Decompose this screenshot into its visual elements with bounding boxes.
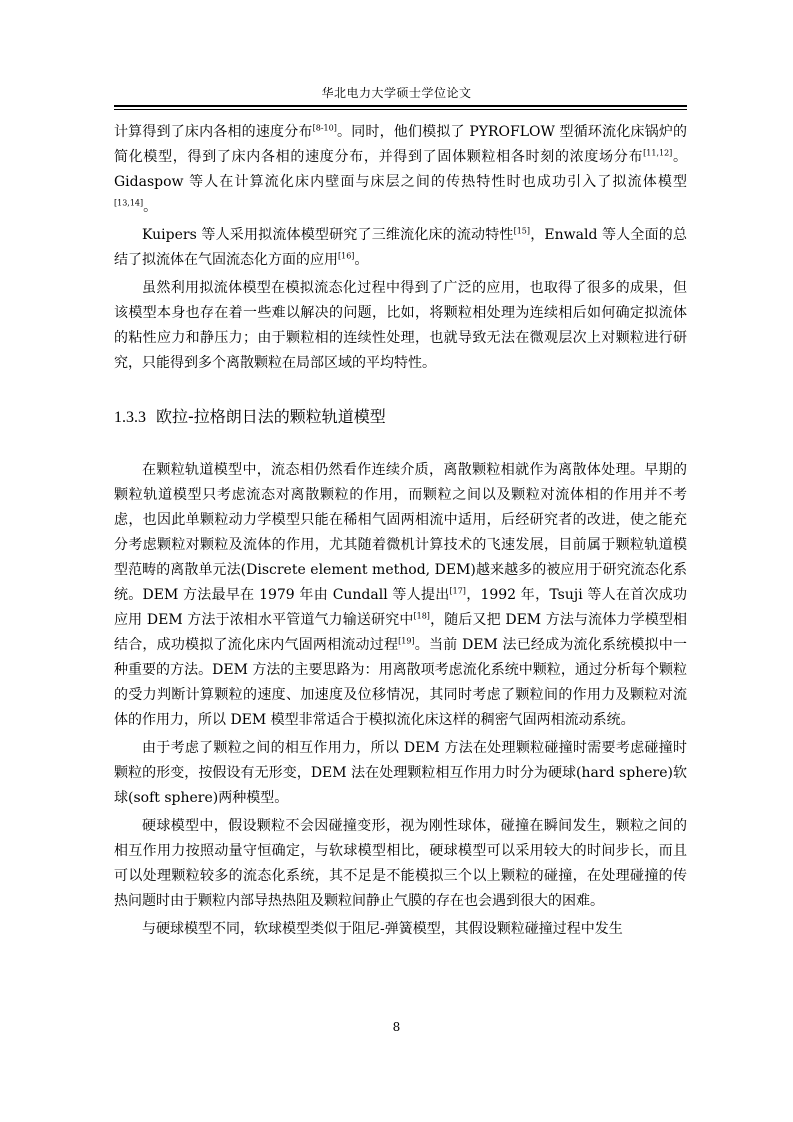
paragraph-6: 硬球模型中，假设颗粒不会因碰撞变形，视为刚性球体，碰撞在瞬间发生，颗粒之间的相互作用力按照动量守恒确定，与软球模型相比，硬球模型可以采用较大的时间步长，而且可以处理颗粒较多的流态化系统，其不足是不能模拟三个以上颗粒的碰撞，在处理碰撞的传热问题时由于颗粒内部导热热阻及颗粒间静止气膜的存在也会遇到很大的困难。 (114, 818, 687, 909)
citation: [18] (413, 611, 430, 621)
paragraph-2: Kuipers 等人采用拟流体模型研究了三维流化床的流动特性[15]，Enwald 等人全面的总结了拟流体在气固流态化方面的应用[16]。 (114, 226, 687, 268)
paragraph-1: 计算得到了床内各相的速度分布[8-10]。同时，他们模拟了 PYROFLOW 型循环流化床锅炉的简化模型，得到了床内各相的速度分布，并得到了固体颗粒相各时刻的浓度场分布[11,12]。Gidaspow 等人在计算流化床内壁面与床层之间的传热特性时也成功引入了拟流体模型[13,14]。 (114, 123, 688, 215)
paragraph-3: 虽然利用拟流体模型在模拟流态化过程中得到了广泛的应用，也取得了很多的成果，但该模型本身也存在着一些难以解决的问题，比如，将颗粒相处理为连续相后如何确定拟流体的粘性应力和静压力；由于颗粒相的连续性处理，也就导致无法在微观层次上对颗粒进行研究，只能得到多个离散颗粒在局部区域的平均特性。 (114, 280, 687, 371)
citation: [11,12] (643, 148, 673, 158)
section-title: 欧拉-拉格朗日法的颗粒轨道模型 (156, 407, 386, 426)
paragraph-5: 由于考虑了颗粒之间的相互作用力，所以 DEM 方法在处理颗粒碰撞时需要考虑碰撞时颗粒的形变，按假设有无形变，DEM 法在处理颗粒相互作用力时分为硬球(hard sphere)软球(soft sphere)两种模型。 (114, 740, 687, 806)
citation: [16] (338, 251, 355, 261)
section-number: 1.3.3 (114, 409, 146, 426)
header-rule-thin (114, 109, 687, 110)
citation: [13,14] (114, 198, 144, 208)
citation: [17] (449, 586, 466, 596)
header-rule-thick (114, 105, 687, 107)
page-body (114, 120, 687, 945)
paragraph-4: 在颗粒轨道模型中，流态相仍然看作连续介质，离散颗粒相就作为离散体处理。早期的颗粒轨道模型只考虑流态对离散颗粒的作用，而颗粒之间以及颗粒对流体相的作用并不考虑，也因此单颗粒动力学模型只能在稀相气固两相流中适用，后经研究者的改进，使之能充分考虑颗粒对颗粒及流体的作用，尤其随着微机计算技术的飞速发展，目前属于颗粒轨道模型范畴的离散单元法(Discrete element method, DEM)越来越多的被应用于研究流态化系统。DEM 方法最早在 1979 年由 Cundall 等人提出[17]，1992 年，Tsuji 等人在首次成功应用 DEM 方法于浓相水平管道气力输送研究中[18]，随后又把 DEM 方法与流体力学模型相结合，成功模拟了流化床内气固两相流动过程[19]。当前 DEM 法已经成为流化系统模拟中一种重要的方法。DEM 方法的主要思路为：用离散项考虑流化系统中颗粒，通过分析每个颗粒的受力判断计算颗粒的速度、加速度及位移情况，其同时考虑了颗粒间的作用力及颗粒对流体的作用力，所以 DEM 模型非常适合于模拟流化床这样的稠密气固两相流动系统。 (114, 462, 688, 728)
page-header: 华北电力大学硕士学位论文 (321, 86, 472, 100)
paragraph-7: 与硬球模型不同，软球模型类似于阻尼-弹簧模型，其假设颗粒碰撞过程中发生 (142, 921, 623, 937)
citation: [15] (513, 226, 531, 236)
section-heading (114, 404, 687, 430)
page-number: 8 (392, 1020, 401, 1034)
citation: [8-10] (312, 123, 337, 133)
citation: [19] (398, 636, 415, 646)
